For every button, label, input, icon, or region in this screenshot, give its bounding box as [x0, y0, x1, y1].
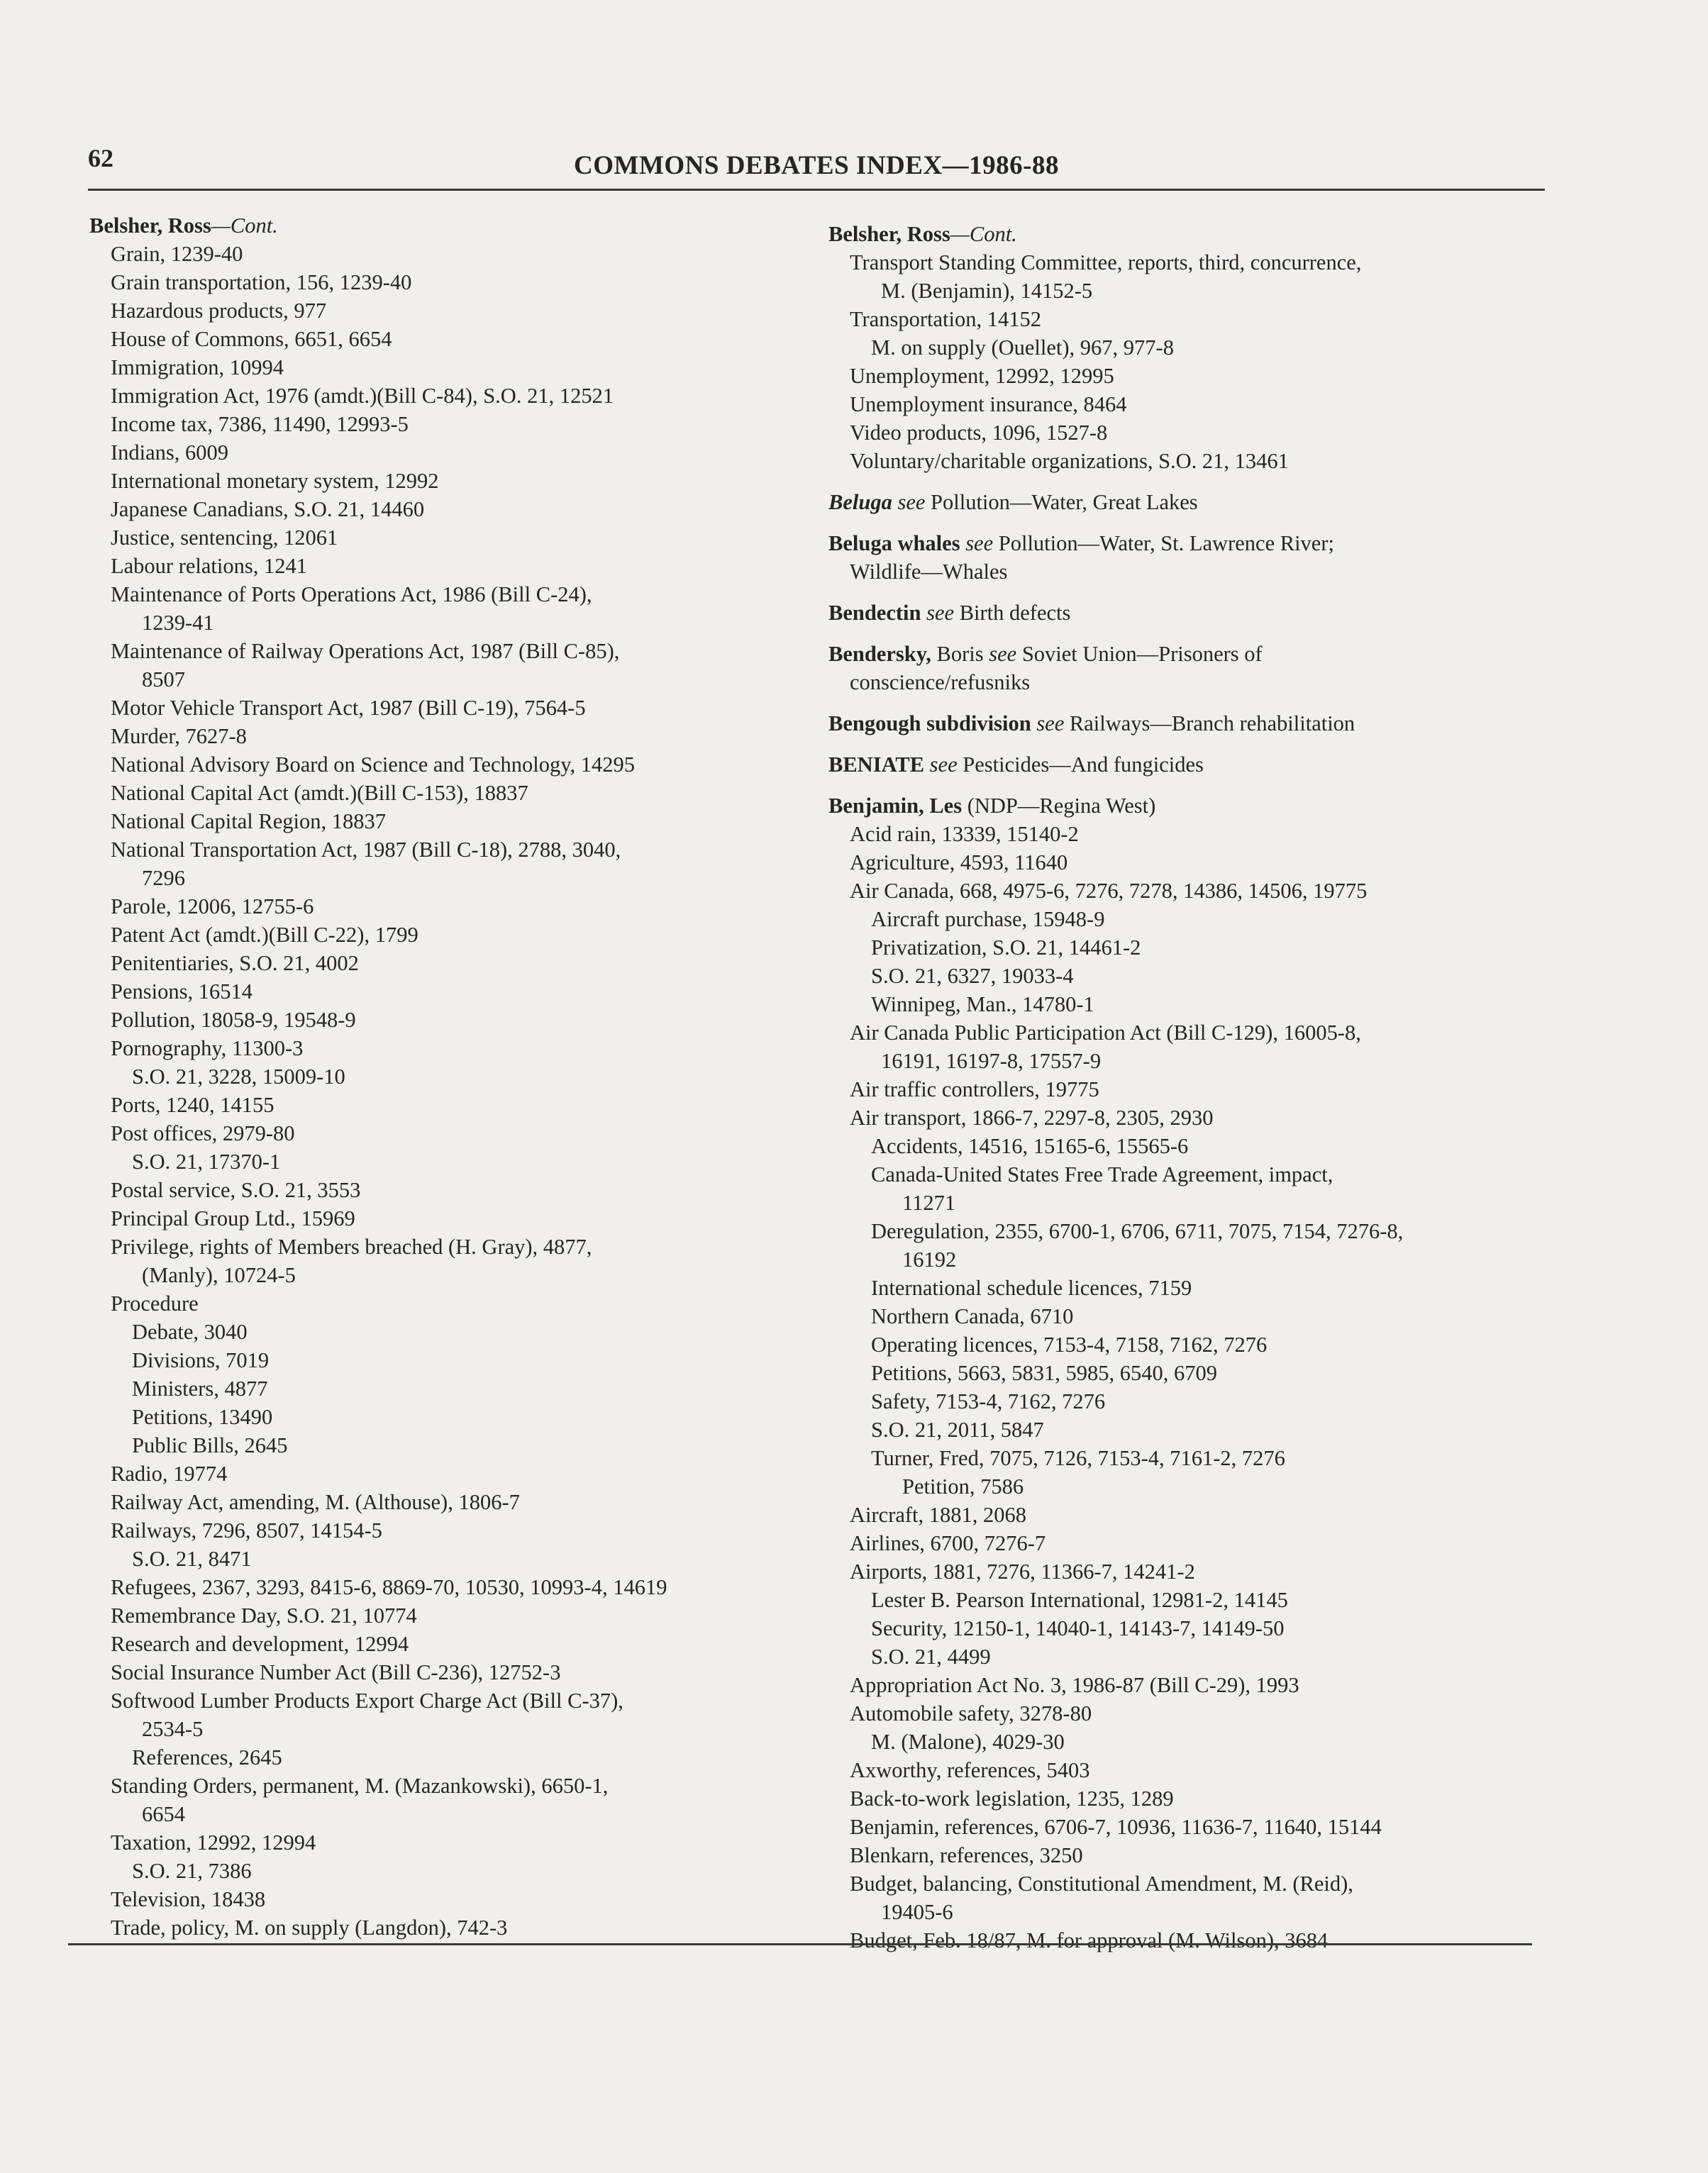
see-reference: Beluga see Pollution—Water, Great Lakes [828, 490, 1198, 514]
see-reference-continuation: Wildlife—Whales [850, 560, 1008, 584]
index-subentry: M. (Malone), 4029-30 [871, 1730, 1065, 1754]
index-subentry: Privatization, S.O. 21, 14461-2 [871, 935, 1141, 960]
index-subentry: S.O. 21, 2011, 5847 [871, 1418, 1044, 1442]
index-entry: Trade, policy, M. on supply (Langdon), 742-3 [111, 1916, 508, 1940]
index-entry: Airports, 1881, 7276, 11366-7, 14241-2 [850, 1560, 1195, 1584]
index-entry: Acid rain, 13339, 15140-2 [850, 822, 1079, 846]
index-entry: Air Canada, 668, 4975-6, 7276, 7278, 14386, 14506, 19775 [850, 879, 1368, 903]
index-subentry: Turner, Fred, 7075, 7126, 7153-4, 7161-2, 7276 [871, 1446, 1285, 1470]
page-number: 62 [88, 144, 113, 172]
index-entry: Grain transportation, 156, 1239-40 [111, 270, 412, 294]
index-entry: Labour relations, 1241 [111, 554, 307, 578]
index-entry: Taxation, 12992, 12994 [111, 1830, 316, 1855]
index-entry: Appropriation Act No. 3, 1986-87 (Bill C-29), 1993 [850, 1673, 1299, 1697]
index-entry: Maintenance of Railway Operations Act, 1987 (Bill C-85), [111, 639, 620, 663]
index-entry: Back-to-work legislation, 1235, 1289 [850, 1786, 1174, 1811]
index-entry: Immigration, 10994 [111, 355, 284, 379]
left-column [89, 211, 841, 1942]
index-subentry: International schedule licences, 7159 [871, 1276, 1192, 1300]
index-entry: Privilege, rights of Members breached (H. Gray), 4877, [111, 1235, 592, 1259]
index-entry: Benjamin, references, 6706-7, 10936, 11636-7, 11640, 15144 [850, 1815, 1382, 1839]
entry-heading: Belsher, Ross—Cont. [828, 222, 1017, 246]
index-subentry: Aircraft purchase, 15948-9 [871, 907, 1105, 931]
index-entry: Budget, Feb. 18/87, M. for approval (M. Wilson), 3684 [850, 1928, 1329, 1952]
index-entry-continuation: (Manly), 10724-5 [142, 1263, 296, 1287]
index-entry: Railways, 7296, 8507, 14154-5 [111, 1518, 382, 1543]
index-entry: Refugees, 2367, 3293, 8415-6, 8869-70, 10530, 10993-4, 14619 [111, 1575, 667, 1599]
index-entry: Pollution, 18058-9, 19548-9 [111, 1008, 356, 1032]
index-entry-continuation: 16191, 16197-8, 17557-9 [881, 1049, 1102, 1073]
see-reference: Bendectin see Birth defects [828, 601, 1071, 625]
index-subentry-continuation: 16192 [902, 1247, 957, 1272]
index-entry: Ports, 1240, 14155 [111, 1093, 274, 1117]
index-entry: Blenkarn, references, 3250 [850, 1843, 1083, 1867]
header-rule [88, 189, 1545, 191]
index-entry: Grain, 1239-40 [111, 242, 243, 266]
index-subentry: References, 2645 [132, 1745, 282, 1769]
index-entry: Social Insurance Number Act (Bill C-236), 12752-3 [111, 1660, 561, 1684]
index-subentry: S.O. 21, 6327, 19033-4 [871, 964, 1074, 988]
index-subentry: Northern Canada, 6710 [871, 1304, 1074, 1328]
index-entry: Immigration Act, 1976 (amdt.)(Bill C-84), S.O. 21, 12521 [111, 384, 614, 408]
index-subentry: Petitions, 5663, 5831, 5985, 6540, 6709 [871, 1361, 1218, 1385]
index-entry: Television, 18438 [111, 1887, 266, 1911]
index-entry-continuation: M. (Benjamin), 14152-5 [881, 279, 1093, 303]
index-entry: Agriculture, 4593, 11640 [850, 850, 1068, 874]
index-entry: Standing Orders, permanent, M. (Mazankowski), 6650-1, [111, 1774, 609, 1798]
index-subentry: M. on supply (Ouellet), 967, 977-8 [871, 335, 1174, 360]
index-subentry: Public Bills, 2645 [132, 1433, 288, 1457]
index-subentry: S.O. 21, 7386 [132, 1859, 252, 1883]
index-subentry: Debate, 3040 [132, 1320, 248, 1344]
index-entry: Principal Group Ltd., 15969 [111, 1206, 355, 1230]
index-entry: Air traffic controllers, 19775 [850, 1077, 1099, 1101]
right-column [828, 220, 1538, 1955]
see-reference-continuation: conscience/refusniks [850, 670, 1031, 694]
index-subentry: Deregulation, 2355, 6700-1, 6706, 6711, 7075, 7154, 7276-8, [871, 1219, 1404, 1243]
index-entry: House of Commons, 6651, 6654 [111, 327, 392, 351]
index-entry: Video products, 1096, 1527-8 [850, 421, 1108, 445]
index-entry: Pensions, 16514 [111, 979, 253, 1004]
see-reference: BENIATE see Pesticides—And fungicides [828, 752, 1204, 777]
index-entry: Budget, balancing, Constitutional Amendment, M. (Reid), [850, 1872, 1353, 1896]
index-entry: Aircraft, 1881, 2068 [850, 1503, 1027, 1527]
index-entry: Hazardous products, 977 [111, 299, 327, 323]
index-entry: Transport Standing Committee, reports, third, concurrence, [850, 250, 1362, 274]
entry-heading: Benjamin, Les (NDP—Regina West) [828, 794, 1156, 818]
index-entry: Railway Act, amending, M. (Althouse), 1806-7 [111, 1490, 520, 1514]
see-reference: Bendersky, Boris see Soviet Union—Prisoners of [828, 642, 1263, 666]
index-entry-continuation: 7296 [142, 866, 185, 890]
index-entry-continuation: 2534-5 [142, 1717, 204, 1741]
index-entry: Unemployment, 12992, 12995 [850, 364, 1114, 388]
index-entry: Motor Vehicle Transport Act, 1987 (Bill C-19), 7564-5 [111, 696, 586, 720]
page-header [88, 143, 1545, 186]
index-entry: Softwood Lumber Products Export Charge Act (Bill C-37), [111, 1689, 623, 1713]
index-subentry: Petitions, 13490 [132, 1405, 273, 1429]
index-entry: Voluntary/charitable organizations, S.O. 21, 13461 [850, 449, 1289, 473]
index-subentry: Lester B. Pearson International, 12981-2, 14145 [871, 1588, 1288, 1612]
index-entry: Air transport, 1866-7, 2297-8, 2305, 2930 [850, 1106, 1214, 1130]
index-subentry: Canada-United States Free Trade Agreement, impact, [871, 1162, 1333, 1186]
index-subentry-continuation: 11271 [902, 1191, 956, 1215]
index-entry-continuation: 1239-41 [142, 611, 214, 635]
footer-rule [68, 1943, 1532, 1945]
index-subentry: Accidents, 14516, 15165-6, 15565-6 [871, 1134, 1189, 1158]
index-entry: Unemployment insurance, 8464 [850, 392, 1127, 416]
index-subsubentry: Petition, 7586 [902, 1474, 1024, 1499]
index-subentry: S.O. 21, 3228, 15009-10 [132, 1065, 345, 1089]
index-subentry: Safety, 7153-4, 7162, 7276 [871, 1389, 1106, 1413]
index-entry: Postal service, S.O. 21, 3553 [111, 1178, 361, 1202]
index-entry: Patent Act (amdt.)(Bill C-22), 1799 [111, 923, 418, 947]
index-entry: National Capital Region, 18837 [111, 809, 386, 833]
entry-heading: Belsher, Ross—Cont. [89, 213, 278, 238]
index-entry: Parole, 12006, 12755-6 [111, 894, 314, 918]
index-entry-continuation: 6654 [142, 1802, 185, 1826]
index-entry: Pornography, 11300-3 [111, 1036, 304, 1060]
index-subentry: Divisions, 7019 [132, 1348, 270, 1372]
index-entry: Murder, 7627-8 [111, 724, 247, 748]
index-entry: National Transportation Act, 1987 (Bill C-18), 2788, 3040, [111, 838, 621, 862]
index-subentry: S.O. 21, 8471 [132, 1547, 252, 1571]
index-subentry: Winnipeg, Man., 14780-1 [871, 992, 1094, 1016]
index-entry: Remembrance Day, S.O. 21, 10774 [111, 1604, 417, 1628]
index-entry: International monetary system, 12992 [111, 469, 439, 493]
index-subentry: Ministers, 4877 [132, 1377, 268, 1401]
running-title: COMMONS DEBATES INDEX—1986-88 [574, 151, 1059, 180]
index-entry-continuation: 19405-6 [881, 1900, 953, 1924]
index-entry: National Capital Act (amdt.)(Bill C-153), 18837 [111, 781, 528, 805]
see-reference: Beluga whales see Pollution—Water, St. Lawrence River; [828, 531, 1334, 555]
index-subentry: Security, 12150-1, 14040-1, 14143-7, 14149-50 [871, 1616, 1285, 1640]
index-entry: National Advisory Board on Science and Technology, 14295 [111, 752, 636, 777]
index-entry: Indians, 6009 [111, 440, 229, 465]
index-entry: Income tax, 7386, 11490, 12993-5 [111, 412, 409, 436]
index-entry-continuation: 8507 [142, 667, 185, 691]
index-entry: Research and development, 12994 [111, 1632, 409, 1656]
index-entry: Japanese Canadians, S.O. 21, 14460 [111, 497, 425, 521]
index-entry: Penitentiaries, S.O. 21, 4002 [111, 951, 359, 975]
index-subentry: Operating licences, 7153-4, 7158, 7162, 7276 [871, 1333, 1268, 1357]
index-entry: Post offices, 2979-80 [111, 1121, 295, 1145]
index-entry: Procedure [111, 1291, 199, 1316]
index-entry: Axworthy, references, 5403 [850, 1758, 1090, 1782]
index-entry: Automobile safety, 3278-80 [850, 1701, 1092, 1725]
index-subentry: S.O. 21, 17370-1 [132, 1150, 281, 1174]
index-entry: Radio, 19774 [111, 1462, 228, 1486]
see-reference: Bengough subdivision see Railways—Branch rehabilitation [828, 711, 1355, 735]
index-entry: Justice, sentencing, 12061 [111, 526, 338, 550]
index-entry: Airlines, 6700, 7276-7 [850, 1531, 1046, 1555]
index-subentry: S.O. 21, 4499 [871, 1645, 991, 1669]
index-entry: Air Canada Public Participation Act (Bill C-129), 16005-8, [850, 1021, 1361, 1045]
index-entry: Maintenance of Ports Operations Act, 1986 (Bill C-24), [111, 582, 592, 606]
index-entry: Transportation, 14152 [850, 307, 1041, 331]
